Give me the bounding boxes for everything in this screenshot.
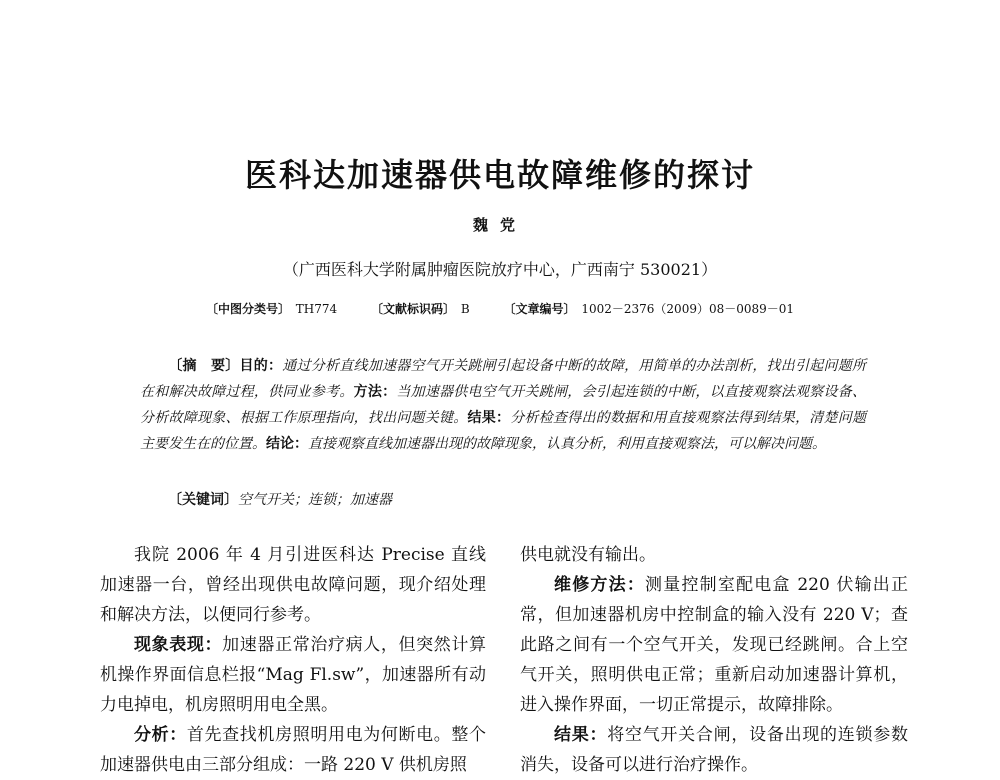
body-paragraph-repair: [520, 570, 908, 720]
keywords: [168, 489, 868, 511]
body-paragraph-intro: 我院 2006 年 4 月引进医科达 Precise 直线加速器一台，曾经出现供电故障问题，现介绍处理和解决方法，以便同行参考。: [100, 545, 486, 625]
abstract-label: 〔摘 要〕: [168, 358, 240, 374]
document-code-label: 〔文献标识码〕: [371, 302, 456, 316]
abstract-conclusion-text: 直接观察直线加速器出现的故障现象，认真分析，利用直接观察法，可以解决问题。: [308, 436, 826, 452]
abstract-purpose-text: 通过分析直线加速器空气开关跳闸引起设备中断的故障，用简单的办法剖析，找出引起问题所在和解决故障过程，供同业参考。: [140, 358, 867, 400]
abstract-method-text: 当加速器供电空气开关跳闸，会引起连锁的中断，以直接观察法观察设备、分析故障现象、根据工作原理指向，找出问题关键。: [140, 384, 867, 426]
clc-value: TH774: [295, 302, 338, 316]
result-label: 结果：: [554, 725, 608, 745]
clc-label: 〔中图分类号〕: [205, 302, 290, 316]
analysis-label: 分析：: [134, 725, 187, 745]
abstract-result-text: 分析检查得出的数据和用直接观察法得到结果，清楚问题主要发生在的位置。: [140, 410, 867, 452]
article-author: 魏党: [472, 216, 527, 234]
document-code-value: B: [460, 302, 470, 316]
body-paragraph-symptom: [100, 630, 486, 720]
abstract-purpose-label: 目的：: [239, 358, 283, 374]
symptom-text: 加速器正常治疗病人，但突然计算机操作界面信息栏报“Mag Fl.sw”，加速器所有动力电掉电，机房照明用电全黑。: [100, 635, 487, 715]
abstract: [140, 353, 866, 457]
symptom-label: 现象表现：: [134, 635, 223, 655]
body-column-right: [520, 540, 908, 780]
repair-label: 维修方法：: [554, 575, 646, 595]
abstract-conclusion-label: 结论：: [266, 436, 308, 452]
document-code: [371, 300, 470, 317]
article-id: [504, 300, 795, 317]
article-id-value: 1002－2376（2009）08－0089－01: [581, 302, 795, 316]
classification-line: [0, 300, 1000, 317]
keywords-text: 空气开关；连锁；加速器: [238, 492, 392, 508]
abstract-result-label: 结果：: [467, 410, 511, 426]
body-paragraph-continued: 供电就没有输出。: [520, 545, 656, 565]
article-title: 医科达加速器供电故障维修的探讨: [244, 156, 755, 194]
keywords-label: 〔关键词〕: [168, 492, 238, 508]
article-id-label: 〔文章编号〕: [503, 302, 576, 316]
body-paragraph-result: [520, 720, 908, 780]
clc-number: [206, 300, 337, 317]
repair-text: 测量控制室配电盒 220 伏输出正常，但加速器机房中控制盒的输入没有 220 V；查此路之间有一个空气开关，发现已经跳闸。合上空气开关，照明供电正常；重新启动加速器计算机，进入操作界面，一切正常提示，故障排除。: [520, 575, 908, 715]
abstract-method-label: 方法：: [353, 384, 397, 400]
body-paragraph-analysis: [100, 720, 486, 780]
analysis-text: 首先查找机房照明用电为何断电。整个加速器供电由三部分组成：一路 220 V 供机房照: [100, 725, 487, 775]
result-text: 将空气开关合闸，设备出现的连锁参数消失，设备可以进行治疗操作。: [520, 725, 909, 775]
body-column-left: [100, 540, 486, 780]
author-affiliation: （广西医科大学附属肿瘤医院放疗中心，广西南宁 530021）: [282, 260, 718, 279]
